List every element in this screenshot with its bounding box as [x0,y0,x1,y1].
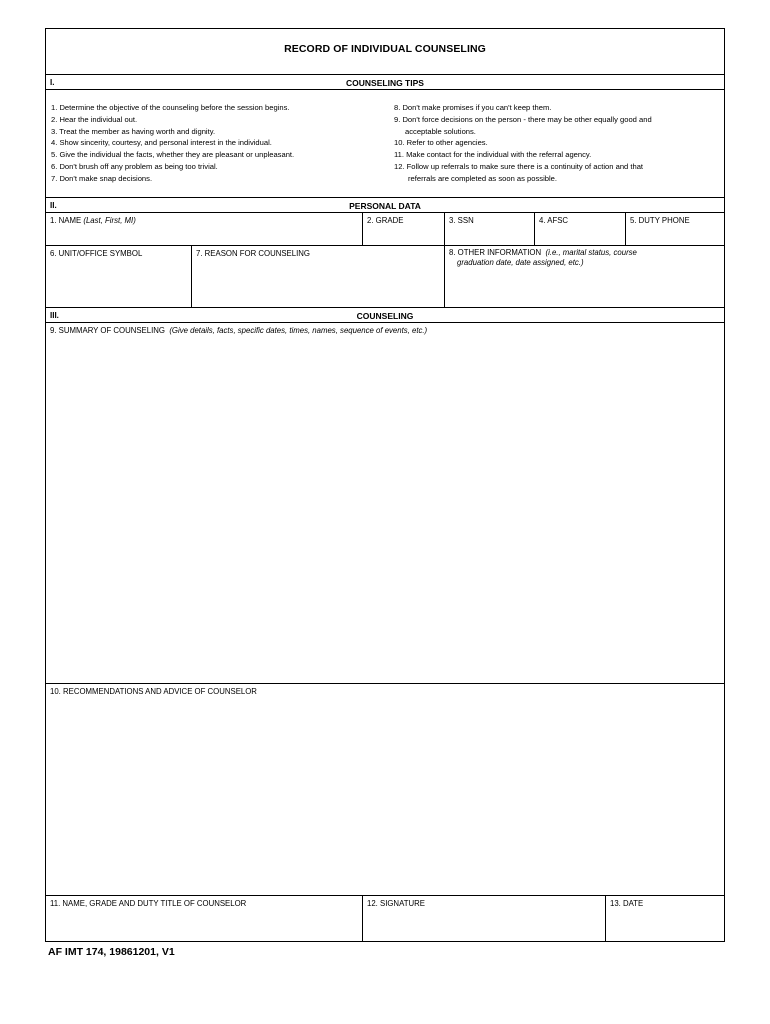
duty-phone-label: 5. DUTY PHONE [630,216,690,225]
unit-field[interactable] [48,261,189,305]
tip-item: acceptable solutions. [405,126,476,136]
summary-label-text: 9. SUMMARY OF COUNSELING [50,326,165,335]
tip-item: 2. Hear the individual out. [51,114,138,124]
tip-item: 6. Don't brush off any problem as being too trivial. [51,161,218,171]
tip-item: 12. Follow up referrals to make sure there is a continuity of action and that [394,161,644,171]
tip-item: 11. Make contact for the individual with the referral agency. [394,150,592,160]
afsc-field[interactable] [536,226,623,243]
summary-label [50,326,427,335]
divider [191,245,192,307]
section-1-title: COUNSELING TIPS [346,78,424,88]
other-info-label [449,248,637,268]
divider [444,212,445,245]
section-2-title: PERSONAL DATA [349,201,421,211]
date-field[interactable] [607,911,723,939]
reason-label: 7. REASON FOR COUNSELING [196,249,310,258]
divider [362,212,363,245]
counselor-label: 11. NAME, GRADE AND DUTY TITLE OF COUNSELOR [50,899,247,908]
other-info-hint: (i.e., marital status, course [545,248,637,257]
other-info-field[interactable] [446,271,723,305]
tip-item: 1. Determine the objective of the counseling before the session begins. [51,103,290,112]
tip-item: referrals are completed as soon as possible. [408,173,557,183]
section-3-number: III. [50,311,59,320]
name-label-hint: (Last, First, MI) [83,216,136,225]
section-2-number: II. [50,201,57,210]
tip-item: 10. Refer to other agencies. [394,138,488,148]
tip-item: 3. Treat the member as having worth and dignity. [51,126,216,136]
grade-field[interactable] [364,226,442,243]
form-id: AF IMT 174, 19861201, V1 [48,946,175,958]
tip-item: 8. Don't make promises if you can't keep them. [394,103,552,112]
divider [46,895,724,896]
summary-field[interactable] [48,338,723,680]
divider [46,322,724,323]
other-info-label-text: 8. OTHER INFORMATION [449,248,542,257]
tips-left-list [51,102,294,185]
signature-label: 12. SIGNATURE [367,899,425,908]
divider [534,212,535,245]
divider [362,895,363,941]
divider [444,245,445,307]
divider [46,89,724,90]
signature-field[interactable] [364,911,603,939]
tip-item: 9. Don't force decisions on the person - there may be other equally good and [394,114,652,124]
other-info-hint: graduation date, date assigned, etc.) [457,258,584,267]
name-field[interactable] [48,226,360,243]
unit-label: 6. UNIT/OFFICE SYMBOL [50,249,143,258]
ssn-field[interactable] [446,226,532,243]
divider [605,895,606,941]
recommendations-label: 10. RECOMMENDATIONS AND ADVICE OF COUNSELOR [50,687,257,696]
grade-label: 2. GRADE [367,216,404,225]
name-label-text: 1. NAME [50,216,82,225]
date-label: 13. DATE [610,899,644,908]
name-label [50,216,136,225]
divider [46,74,724,75]
recommendations-field[interactable] [48,699,723,893]
divider [46,197,724,198]
section-1-number: I. [50,78,55,87]
tip-item: 5. Give the individual the facts, whether they are pleasant or unpleasant. [51,150,295,160]
counselor-field[interactable] [48,911,360,939]
section-3-title: COUNSELING [356,311,414,321]
duty-phone-field[interactable] [627,226,723,243]
divider [46,212,724,213]
counseling-form [45,28,725,942]
divider [625,212,626,245]
tip-item: 7. Don't make snap decisions. [51,173,153,183]
afsc-label: 4. AFSC [539,216,569,225]
tips-right-list [394,102,652,185]
divider [46,307,724,308]
divider [46,683,724,684]
divider [46,245,724,246]
summary-hint: (Give details, facts, specific dates, times, names, sequence of events, etc.) [169,326,428,335]
ssn-label: 3. SSN [449,216,474,225]
form-title: RECORD OF INDIVIDUAL COUNSELING [284,43,486,55]
reason-field[interactable] [193,261,442,305]
tip-item: 4. Show sincerity, courtesy, and personal interest in the individual. [51,138,272,148]
